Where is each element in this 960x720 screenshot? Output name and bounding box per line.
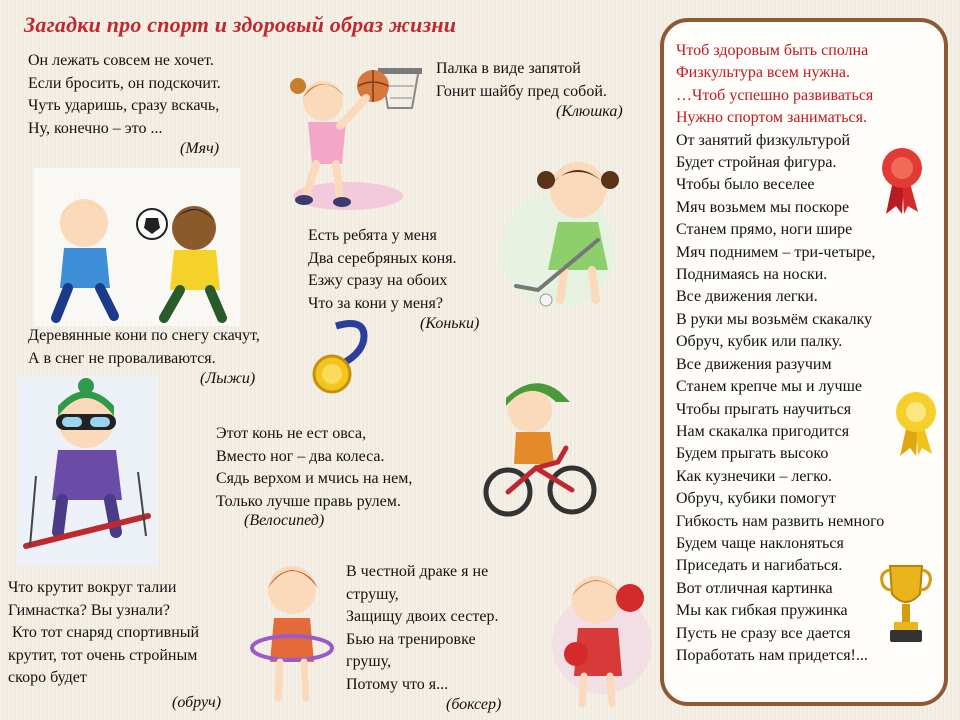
riddle-answer-ball: (Мяч) — [180, 140, 220, 157]
riddle-line: Только лучше правь рулем. — [216, 492, 401, 510]
riddle-line: Сядь верхом и мчись на нем, — [216, 470, 413, 487]
poem-line-red: Физкультура всем нужна. — [676, 64, 850, 82]
skiing-boy-illustration — [18, 376, 158, 566]
riddle-stick — [436, 58, 607, 103]
riddle-line: Есть ребята у меня — [308, 227, 437, 244]
riddle-line: Гонит шайбу пред собой. — [436, 82, 607, 100]
riddle-line: В честной драке я не — [346, 563, 489, 580]
poem-line: Мяч возьмем мы поскоре — [676, 198, 850, 216]
riddle-line: Деревянные кони по снегу скачут, — [28, 327, 260, 344]
yellow-rosette-icon — [890, 390, 940, 460]
riddle-line: Бью на тренировке — [346, 630, 476, 648]
riddle-hoop — [8, 577, 199, 690]
riddle-line: Чуть ударишь, сразу вскачь, — [28, 97, 220, 114]
riddle-bike — [216, 423, 412, 513]
riddle-ball — [28, 50, 221, 140]
basketball-girl-illustration — [278, 46, 428, 216]
hoop-girl-illustration — [248, 552, 340, 708]
riddle-line: Что крутит вокруг талии — [8, 579, 177, 596]
riddle-line: Гимнастка? Вы узнали? — [8, 601, 171, 619]
poem-line: Нам скакалка пригодится — [676, 422, 850, 440]
soccer-boys-illustration — [34, 168, 240, 326]
riddle-boxer — [346, 561, 498, 696]
gold-medal-icon — [306, 318, 376, 396]
poem-line-red: Чтоб здоровым быть сполна — [676, 42, 869, 59]
riddle-line: Что за кони у меня? — [308, 294, 443, 312]
riddle-skis — [28, 325, 260, 370]
poem-line-red: …Чтоб успешно развиваться — [676, 86, 874, 104]
poem-line: Гибкость нам развить немного — [676, 512, 885, 530]
riddle-answer-skis: (Лыжи) — [200, 370, 256, 387]
poem-line: Чтобы было веселее — [676, 176, 815, 194]
poem-line: Будем прыгать высоко — [676, 445, 829, 463]
riddle-line: Ну, конечно – это ... — [28, 119, 163, 137]
riddle-line: грушу, — [346, 653, 392, 670]
riddle-answer-boxer: (боксер) — [446, 696, 502, 713]
riddle-line: крутит, тот очень стройным — [8, 646, 198, 664]
riddle-line: Этот конь не ест овса, — [216, 425, 367, 442]
riddle-answer-hoop: (обруч) — [172, 694, 222, 711]
riddle-line: А в снег не проваливаются. — [28, 349, 216, 367]
poem-line-red: Нужно спортом заниматься. — [676, 109, 868, 127]
poem-line: Как кузнечики – легко. — [676, 467, 833, 485]
poem-line: Обруч, кубики помогут — [676, 490, 836, 508]
riddle-line: Защищу двоих сестер. — [346, 608, 499, 625]
riddle-line: Вместо ног – два колеса. — [216, 447, 385, 465]
poem-text — [676, 40, 884, 667]
riddle-line: Два серебряных коня. — [308, 249, 457, 267]
riddle-line: Палка в виде запятой — [436, 60, 581, 77]
riddle-line: Если бросить, он подскочит. — [28, 74, 221, 92]
riddle-line: Езжу сразу на обоих — [308, 272, 448, 289]
boxer-boy-illustration — [552, 558, 656, 708]
poem-line: Станем прямо, ноги шире — [676, 221, 853, 239]
cycling-boy-illustration — [480, 372, 600, 522]
poem-line: Пусть не сразу все дается — [676, 624, 851, 642]
poem-line: Будем чаще наклоняться — [676, 534, 844, 552]
riddle-line: скоро будет — [8, 669, 87, 686]
riddle-skates — [308, 225, 457, 315]
poem-line: Мы как гибкая пружинка — [676, 602, 848, 620]
poem-line: Чтобы прыгать научиться — [676, 400, 852, 418]
poem-line: Все движения легки. — [676, 288, 818, 306]
poem-line: Мяч поднимем – три-четыре, — [676, 243, 876, 261]
riddle-line: Он лежать совсем не хочет. — [28, 52, 214, 69]
poem-line: От занятий физкультурой — [676, 131, 851, 149]
page-title: Загадки про спорт и здоровый образ жизни — [24, 12, 457, 37]
riddle-line: Потому что я... — [346, 675, 449, 693]
poem-line: Поработать нам придется!... — [676, 646, 868, 664]
poem-line: Вот отличная картинка — [676, 579, 833, 597]
poem-line: Будет стройная фигура. — [676, 154, 837, 172]
poem-line: Обруч, кубик или палку. — [676, 333, 843, 351]
poem-line: Приседать и нагибаться. — [676, 557, 843, 575]
red-rosette-icon — [878, 146, 926, 216]
hockey-girl-illustration — [498, 150, 658, 320]
poem-line: В руки мы возьмём скакалку — [676, 310, 873, 328]
riddle-answer-bike: (Велосипед) — [244, 512, 325, 529]
poem-line: Все движения разучим — [676, 355, 832, 373]
riddle-answer-stick: (Клюшка) — [556, 103, 623, 120]
poem-line: Поднимаясь на носки. — [676, 266, 828, 284]
riddle-line: струшу, — [346, 585, 399, 603]
trophy-cup-icon — [880, 560, 932, 646]
riddle-answer-skates: (Коньки) — [420, 315, 480, 332]
riddle-line: Кто тот снаряд спортивный — [8, 624, 200, 641]
poem-line: Станем крепче мы и лучше — [676, 378, 863, 396]
